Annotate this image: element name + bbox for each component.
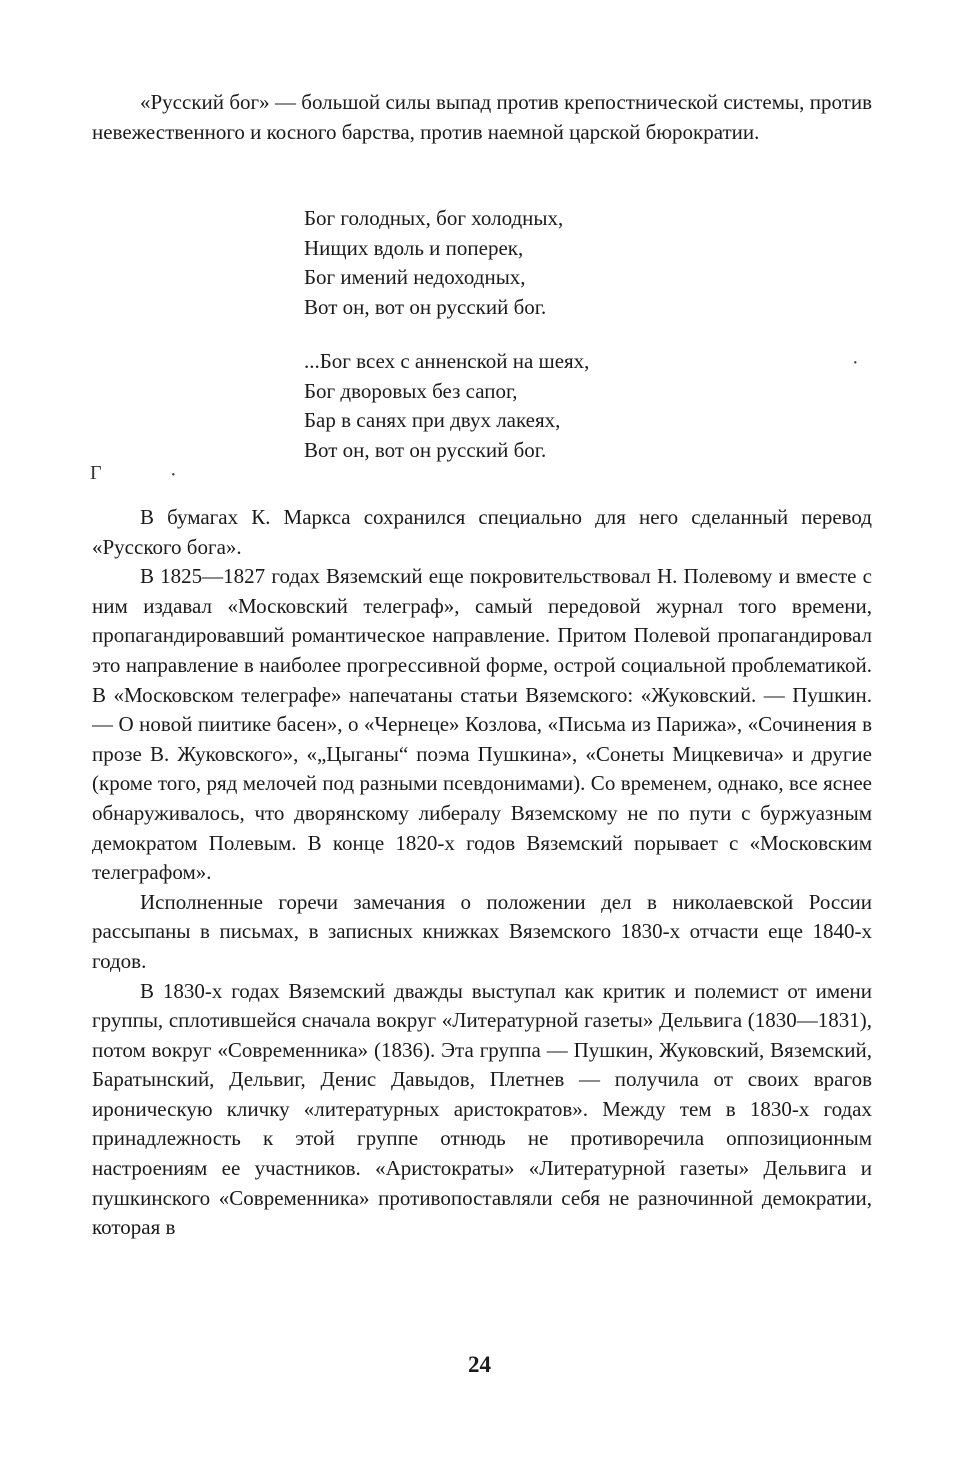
verse-line: Бог имений недоходных, [304, 265, 526, 289]
verse-line: Бог дворовых без сапог, [304, 378, 518, 403]
verse-line: ...Бог всех с анненской на шеях, [304, 349, 590, 373]
scan-speck: · [852, 352, 859, 374]
paragraph: В 1825—1827 годах Вяземский еще покровительствовал Н. Полевому и вместе с ним издавал «Московский телеграф», самый передовой журнал того времени, пропагандировавший романтическое направление. Притом Полевой пропагандировал это направление в наиболее прогрессивной форме, острой социальной проблематикой. В «Московском телеграфе» напечатаны статьи Вяземского: «Жуковский. — Пушкин. — О новой пиитике басен», о «Чернеце» Козлова, «Письма из Парижа», «Сочинения в прозе В. Жуковского», «„Цыганы“ поэма Пушкина», «Сонеты Мицкевича» и другие (кроме того, ряд мелочей под разными псевдонимами). Со временем, однако, все яснее обнаруживалось, что дворянскому либералу Вяземскому не по пути с буржуазным демократом Полевым. В конце 1820-х годов Вяземский порывает с «Московским телеграфом». [92, 564, 872, 885]
paragraph: «Русский бог» — большой силы выпад против крепостнической системы, против невежественного и косного барства, против наемной царской бюрократии. [92, 90, 872, 144]
scan-speck: · [170, 464, 177, 486]
paragraph: В 1830-х годах Вяземский дважды выступал как критик и полемист от имени группы, сплотившейся сначала вокруг «Литературной газеты» Дельвига (1830—1831), потом вокруг «Современника» (1836). Эта группа — Пушкин, Жуковский, Вяземский, Баратынский, Дельвиг, Денис Давыдов, Плетнев — получила от своих врагов ироническую кличку «литературных аристократов». Между тем в 1830-х годах принадлежность к этой группе отнюдь не противоречила оппозиционным настроениям ее участников. «Аристократы» «Литературной газеты» Дельвига и пушкинского «Современника» противопоставляли себя не разночинной демократии, которая в [92, 978, 872, 1240]
paragraph: В бумагах К. Маркса сохранился специально для него сделанный перевод «Русского бога». [92, 505, 872, 559]
verse-line: Нищих вдоль и поперек, [304, 235, 524, 260]
verse-stanza-2 [304, 347, 744, 465]
verse-line: Бог голодных, бог холодных, [304, 206, 564, 230]
body-text [92, 503, 872, 1243]
verse-line: Вот он, вот он русский бог. [304, 294, 547, 319]
paragraph: Исполненные горечи замечания о положении дел в николаевской России рассыпаны в письмах, в записных книжках Вяземского 1830-х отчасти еще 1840-х годов. [92, 889, 872, 973]
scan-mark: Г [90, 462, 102, 484]
opening-paragraph [92, 88, 872, 147]
verse-stanza-1 [304, 204, 744, 322]
page-number: 24 [468, 1352, 491, 1377]
verse-line: Вот он, вот он русский бог. [304, 437, 547, 462]
verse-line: Бар в санях при двух лакеях, [304, 408, 561, 432]
